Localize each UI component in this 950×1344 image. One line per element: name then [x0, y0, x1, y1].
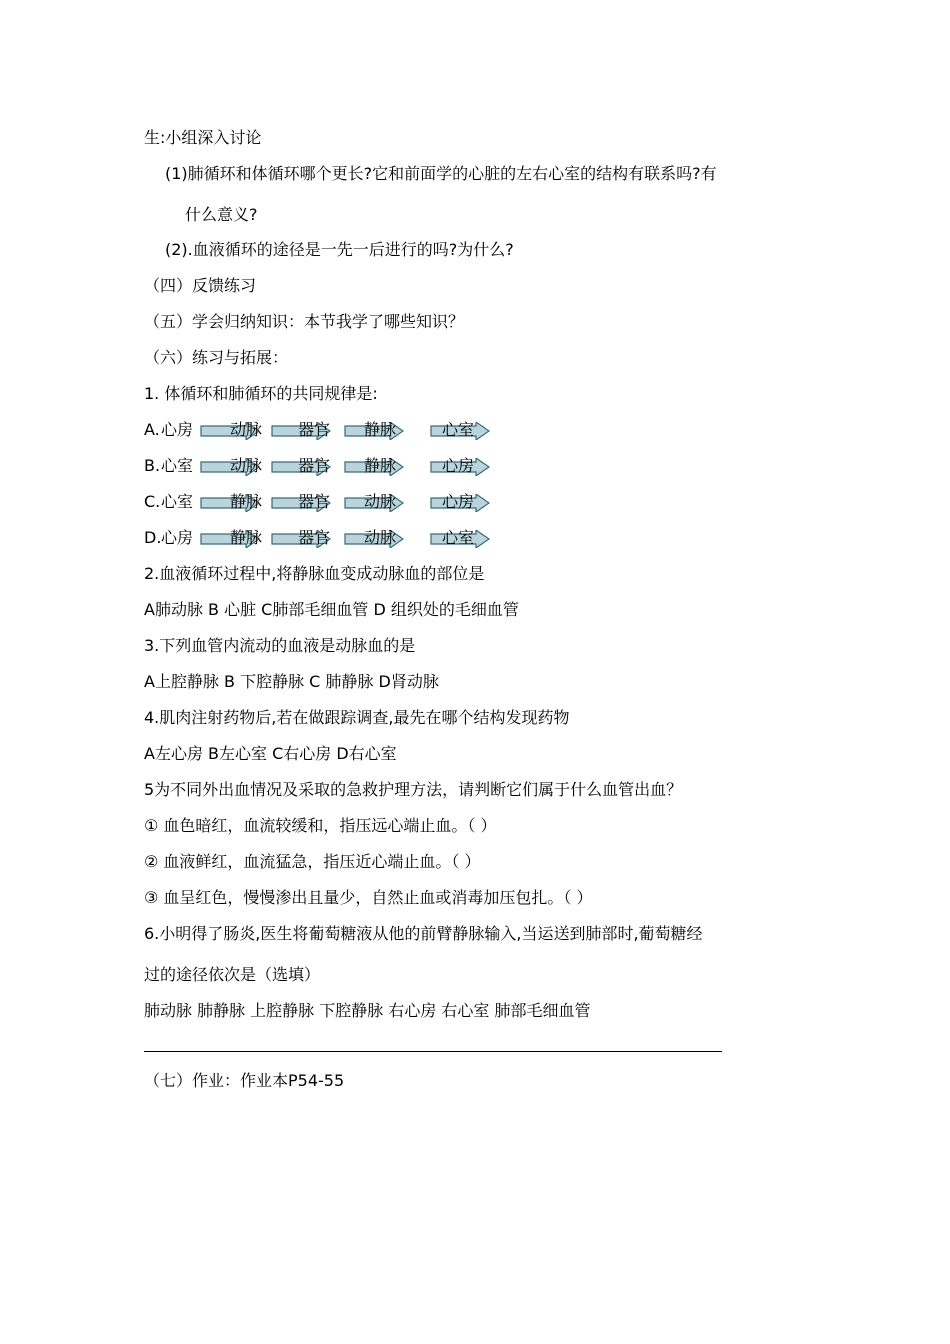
- exercise-3-question: 3.下列血管内流动的血液是动脉血的是: [144, 636, 416, 655]
- discussion-question-1-cont: 什么意义?: [185, 205, 258, 224]
- option-term: 心房: [442, 456, 475, 475]
- exercise-3-options: A上腔静脉 B 下腔静脉 C 肺静脉 D肾动脉: [144, 672, 439, 691]
- option-label: B.: [144, 456, 161, 475]
- option-term: 心房: [442, 492, 475, 511]
- option-label: D.: [144, 528, 162, 547]
- option-term: 心室: [161, 492, 194, 511]
- option-term: 静脉: [230, 528, 263, 547]
- exercise-2-options: A肺动脉 B 心脏 C肺部毛细血管 D 组织处的毛细血管: [144, 600, 519, 619]
- option-term: 心房: [161, 420, 194, 439]
- exercise-1-option-b: [144, 456, 504, 480]
- option-term: 动脉: [364, 492, 397, 511]
- option-term: 静脉: [364, 420, 397, 439]
- exercise-4-options: A左心房 B左心室 C右心房 D右心室: [144, 744, 397, 763]
- exercise-5-item-1: ① 血色暗红，血流较缓和，指压远心端止血。（ ）: [144, 816, 497, 835]
- option-term: 动脉: [230, 420, 263, 439]
- exercise-5-item-2: ② 血液鲜红，血流猛急，指压近心端止血。（ ）: [144, 852, 481, 871]
- exercise-2-question: 2.血液循环过程中,将静脉血变成动脉血的部位是: [144, 564, 485, 583]
- option-label: A.: [144, 420, 160, 439]
- exercise-6-choices: 肺动脉 肺静脉 上腔静脉 下腔静脉 右心房 右心室 肺部毛细血管: [144, 1001, 591, 1020]
- discussion-question-1: (1)肺循环和体循环哪个更长?它和前面学的心脏的左右心室的结构有联系吗?有: [165, 164, 717, 183]
- option-term: 心室: [161, 456, 194, 475]
- speaker-line: 生:小组深入讨论: [144, 128, 262, 147]
- exercise-6-question-cont: 过的途径依次是（选填）: [144, 965, 321, 984]
- exercise-6-question: 6.小明得了肠炎,医生将葡萄糖液从他的前臂静脉输入,当运送到肺部时,葡萄糖经: [144, 924, 703, 943]
- option-term: 心房: [161, 528, 194, 547]
- option-term: 动脉: [364, 528, 397, 547]
- exercise-1-option-d: [144, 528, 504, 552]
- option-term: 器官: [298, 456, 331, 475]
- exercise-1-option-c: [144, 492, 504, 516]
- section-heading-5: （五）学会归纳知识：本节我学了哪些知识？: [144, 312, 465, 331]
- option-term: 心室: [442, 420, 475, 439]
- option-term: 心室: [442, 528, 475, 547]
- option-term: 器官: [298, 528, 331, 547]
- discussion-question-2: (2).血液循环的途径是一先一后进行的吗?为什么?: [165, 240, 514, 259]
- option-label: C.: [144, 492, 161, 511]
- option-term: 静脉: [364, 456, 397, 475]
- section-heading-6: （六）练习与拓展：: [144, 348, 289, 367]
- exercise-5-item-3: ③ 血呈红色，慢慢渗出且量少，自然止血或消毒加压包扎。（ ）: [144, 888, 593, 907]
- homework-line: （七）作业：作业本P54-55: [144, 1071, 345, 1090]
- exercise-1-question: 1. 体循环和肺循环的共同规律是:: [144, 384, 378, 403]
- option-term: 器官: [298, 492, 331, 511]
- exercise-1-option-a: [144, 420, 504, 444]
- exercise-5-question: 5为不同外出血情况及采取的急救护理方法，请判断它们属于什么血管出血？: [144, 780, 683, 799]
- divider-line: [144, 1051, 722, 1052]
- option-term: 动脉: [230, 456, 263, 475]
- section-heading-4: （四）反馈练习: [144, 276, 257, 295]
- option-term: 器官: [298, 420, 331, 439]
- exercise-4-question: 4.肌肉注射药物后,若在做跟踪调查,最先在哪个结构发现药物: [144, 708, 570, 727]
- option-term: 静脉: [230, 492, 263, 511]
